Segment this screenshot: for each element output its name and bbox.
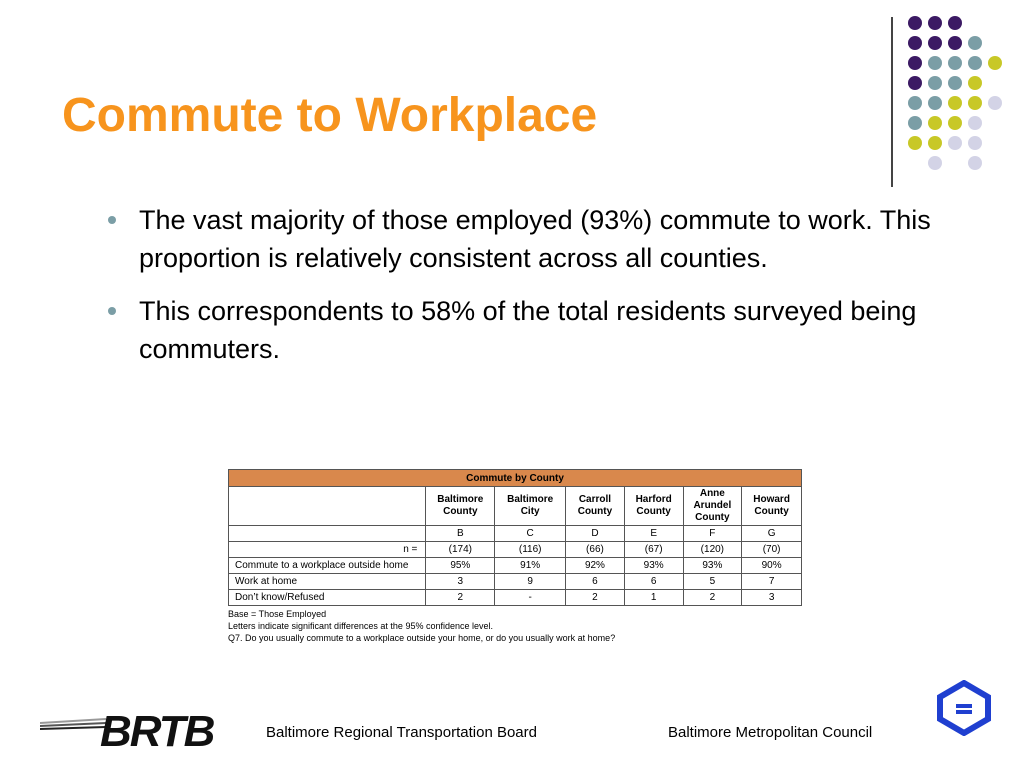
decorative-dot [928,136,942,150]
decorative-dot [988,96,1002,110]
sample-size: (70) [742,542,802,558]
column-header: Carroll County [566,487,625,526]
sample-size: (174) [426,542,495,558]
decorative-dot [948,16,962,30]
footer-right-text: Baltimore Metropolitan Council [668,724,873,741]
decorative-dot [928,56,942,70]
decorative-dot [908,136,922,150]
decorative-dot [908,76,922,90]
column-letter: G [742,526,802,542]
table-notes [228,608,803,644]
column-header: Baltimore City [495,487,566,526]
svg-text:BRTB: BRTB [100,707,214,750]
column-header: Howard County [742,487,802,526]
column-header: Baltimore County [426,487,495,526]
bullet-list [108,201,978,383]
table-corner-cell [229,487,426,526]
decorative-dot [968,116,982,130]
decorative-dot [908,56,922,70]
decorative-dot [928,76,942,90]
table-cell: 9 [495,574,566,590]
sample-size: (120) [683,542,742,558]
table-cell: 2 [566,590,625,606]
decorative-dot [928,96,942,110]
decorative-dot [908,116,922,130]
table-cell: 93% [624,558,683,574]
brtb-logo [40,704,250,750]
decorative-dot [908,16,922,30]
table-cell: 6 [624,574,683,590]
bullet-item [108,201,978,277]
table-cell: 92% [566,558,625,574]
commute-table-block [228,469,803,644]
table-row [229,590,802,606]
decorative-dot [988,56,1002,70]
decorative-dot [908,96,922,110]
table-note: Base = Those Employed [228,609,327,619]
decorative-dot [928,16,942,30]
sample-size: (116) [495,542,566,558]
n-label: n = [229,542,426,558]
slide-footer [0,690,1024,768]
row-label: Don’t know/Refused [229,590,426,606]
table-note: Letters indicate significant differences at the 95% confidence level. [228,621,493,631]
decorative-dot [928,36,942,50]
bullet-item [108,292,978,368]
bullet-dot-icon [108,216,116,224]
decorative-dot [948,76,962,90]
row-label: Commute to a workplace outside home [229,558,426,574]
decorative-dot [968,56,982,70]
bullet-text: This correspondents to 58% of the total residents surveyed being commuters. [139,296,917,364]
column-letter: F [683,526,742,542]
decorative-dot [948,56,962,70]
table-cell: 95% [426,558,495,574]
table-cell: 91% [495,558,566,574]
commute-by-county-table [228,469,802,606]
decorative-dot [948,36,962,50]
decorative-dot [968,136,982,150]
column-letter: D [566,526,625,542]
table-row [229,574,802,590]
bullet-dot-icon [108,307,116,315]
table-cell: - [495,590,566,606]
table-note: Q7. Do you usually commute to a workplace outside your home, or do you usually work at home? [228,633,616,643]
decorative-dot [948,116,962,130]
decorative-dot [928,156,942,170]
table-title: Commute by County [229,470,802,487]
table-row [229,558,802,574]
decorative-dot [948,96,962,110]
table-cell: 1 [624,590,683,606]
decorative-dot [968,96,982,110]
table-cell: 93% [683,558,742,574]
decorative-dot [968,36,982,50]
sample-size: (67) [624,542,683,558]
decorative-dot-grid [908,16,1008,166]
column-header: Harford County [624,487,683,526]
vertical-divider [891,17,893,187]
decorative-dot [968,156,982,170]
letter-row-label [229,526,426,542]
bullet-text: The vast majority of those employed (93%) commute to work. This proportion is relatively consistent across all counties. [139,205,931,273]
table-cell: 6 [566,574,625,590]
slide-title: Commute to Workplace [62,89,598,142]
row-label: Work at home [229,574,426,590]
decorative-dot [928,116,942,130]
decorative-dot [948,136,962,150]
decorative-dot [908,36,922,50]
column-header: Anne Arundel County [683,487,742,526]
column-letter: B [426,526,495,542]
table-cell: 2 [426,590,495,606]
column-letter: C [495,526,566,542]
table-cell: 7 [742,574,802,590]
table-cell: 3 [742,590,802,606]
table-cell: 2 [683,590,742,606]
bmc-logo-icon [936,680,992,736]
table-cell: 5 [683,574,742,590]
table-cell: 3 [426,574,495,590]
column-letter: E [624,526,683,542]
decorative-dot [968,76,982,90]
table-cell: 90% [742,558,802,574]
sample-size: (66) [566,542,625,558]
footer-left-text: Baltimore Regional Transportation Board [266,724,537,741]
